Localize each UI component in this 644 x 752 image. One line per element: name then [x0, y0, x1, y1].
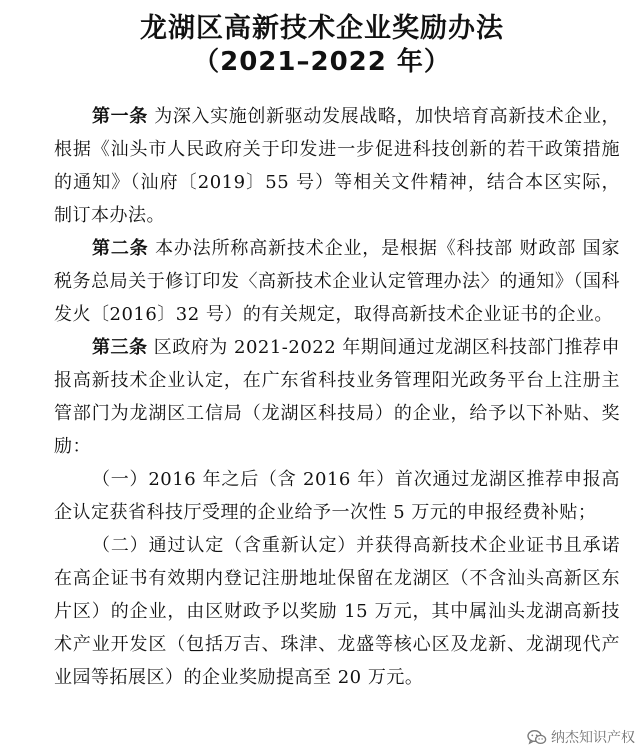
document-subtitle: （2021–2022 年）	[193, 47, 451, 77]
article-label: 第一条	[92, 106, 148, 127]
article-3-item-2: （二）通过认定（含重新认定）并获得高新技术企业证书且承诺在高企证书有效期内登记注册地址保留在龙湖区（不含汕头高新区东片区）的企业，由区财政予以奖励 15 万元，其中属汕头龙湖高新技术产业开发区（包括万吉、珠津、龙盛等核心区及龙新、龙湖现代产业园等拓展区）的企业奖励提高至 20 万元。	[54, 535, 620, 688]
article-label: 第二条	[92, 238, 149, 259]
article-3	[54, 331, 620, 463]
article-text: 区政府为 2021-2022 年期间通过龙湖区科技部门推荐申报高新技术企业认定，在广东省科技业务管理阳光政务平台上注册主管部门为龙湖区工信局（龙湖区科技局）的企业，给予以下补贴、奖励：	[54, 337, 620, 457]
document-title: 龙湖区高新技术企业奖励办法	[140, 13, 504, 44]
article-text: 为深入实施创新驱动发展战略，加快培育高新技术企业，根据《汕头市人民政府关于印发进一步促进科技创新的若干政策措施的通知》（汕府〔2019〕55 号）等相关文件精神，结合本区实际，制订本办法。	[54, 106, 620, 226]
article-label: 第三条	[92, 337, 148, 358]
article-text: 本办法所称高新技术企业，是根据《科技部 财政部 国家税务总局关于修订印发〈高新技术企业认定管理办法〉的通知》（国科发火〔2016〕32 号）的有关规定，取得高新技术企业证书的企业。	[54, 238, 620, 325]
wechat-icon	[527, 729, 547, 746]
article-3-item-1: （一）2016 年之后（含 2016 年）首次通过龙湖区推荐申报高企认定获省科技厅受理的企业给予一次性 5 万元的申报经费补贴；	[54, 469, 620, 523]
document-body	[54, 100, 620, 694]
article-2	[54, 232, 620, 331]
article-1	[54, 100, 620, 232]
watermark	[524, 726, 638, 748]
watermark-text: 纳杰知识产权	[551, 730, 635, 746]
